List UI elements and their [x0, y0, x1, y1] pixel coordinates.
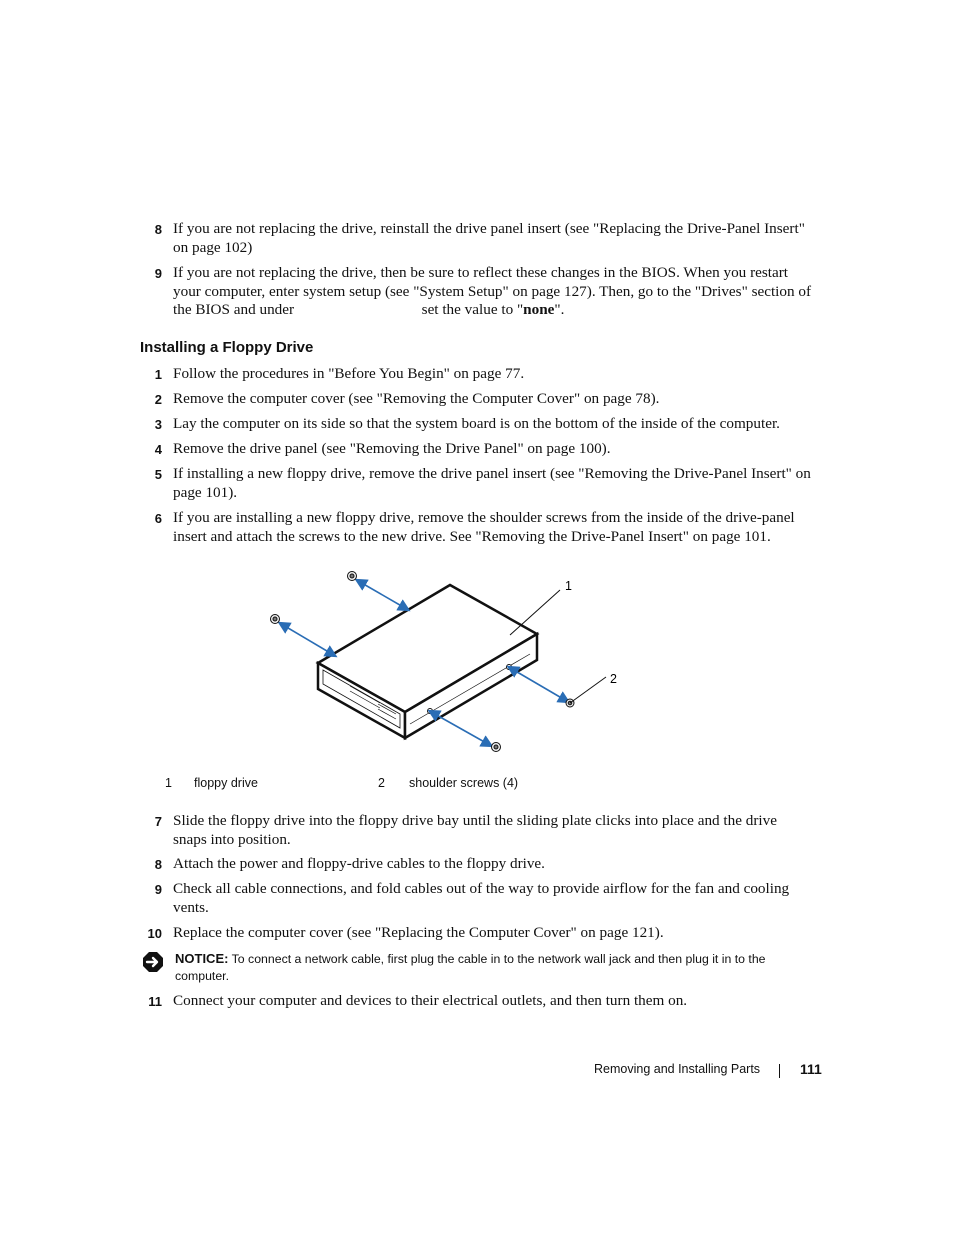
- step-text-part: set the value to ": [417, 301, 524, 318]
- step-8-attach-cables: [140, 855, 820, 874]
- notice-box: [142, 950, 822, 985]
- step-text: [173, 264, 813, 320]
- step-number: 4: [154, 442, 162, 457]
- drive-diagram: [260, 562, 630, 762]
- step-text: Attach the power and floppy-drive cables to the floppy drive.: [173, 855, 545, 872]
- step-7: [140, 812, 820, 849]
- step-text-part: If you are not replacing the drive, then be sure to reflect these changes in the BIOS. When you restart your computer, enter system setup (see "System Setup" on page 127). Then, go to the "Drives" section of the BIOS and under: [173, 264, 812, 318]
- step-number: 8: [154, 222, 162, 237]
- step-6: [140, 509, 820, 546]
- step-1: [140, 365, 820, 384]
- step-11: [140, 992, 820, 1011]
- footer-section-title: Removing and Installing Parts: [594, 1062, 761, 1076]
- step-text: Connect your computer and devices to their electrical outlets, and then turn them on.: [173, 992, 688, 1009]
- step-text: If you are installing a new floppy drive, remove the shoulder screws from the inside of the drive-panel insert and attach the screws to the new drive. See "Removing the Drive-Panel Insert" on page 101.: [173, 509, 795, 545]
- step-number: 9: [154, 882, 162, 897]
- page-footer: [594, 1061, 822, 1077]
- page-number: 111: [800, 1061, 822, 1077]
- legend-num-2: 2: [378, 776, 385, 790]
- legend-num-1: 1: [165, 776, 172, 790]
- step-number: 7: [154, 814, 162, 829]
- notice-body: To connect a network cable, first plug the cable in to the network wall jack and then plug it in to the computer.: [175, 952, 766, 983]
- step-text: Lay the computer on its side so that the system board is on the bottom of the inside of the computer.: [173, 415, 780, 432]
- step-number: 11: [148, 994, 162, 1009]
- legend-label-2: shoulder screws (4): [409, 776, 519, 790]
- section-heading: Installing a Floppy Drive: [140, 339, 314, 356]
- notice-icon: [142, 951, 164, 973]
- step-text-part: ".: [554, 301, 565, 318]
- step-8-reinstall-insert: [140, 220, 820, 257]
- step-9-check-cables: [140, 880, 820, 917]
- notice-label: NOTICE:: [175, 951, 229, 966]
- step-text: Remove the computer cover (see "Removing the Computer Cover" on page 78).: [173, 390, 660, 407]
- step-text: Follow the procedures in "Before You Begin" on page 77.: [173, 365, 525, 382]
- step-text: Slide the floppy drive into the floppy drive bay until the sliding plate clicks into place and the drive snaps into position.: [173, 812, 777, 848]
- step-3: [140, 415, 820, 434]
- step-number: 5: [154, 467, 162, 482]
- footer-divider: [779, 1064, 780, 1078]
- step-2: [140, 390, 820, 409]
- legend-label-1: floppy drive: [194, 776, 258, 790]
- step-9-bios-changes: [140, 264, 820, 320]
- floppy-drive-illustration: [260, 562, 630, 762]
- step-5: [140, 465, 820, 502]
- notice-text: [175, 950, 815, 985]
- step-text: Replace the computer cover (see "Replacing the Computer Cover" on page 121).: [173, 924, 664, 941]
- floppy-drive-shape: [318, 585, 537, 738]
- step-number: 8: [154, 857, 162, 872]
- step-4: [140, 440, 820, 459]
- step-text: Check all cable connections, and fold cables out of the way to provide airflow for the fan and cooling vents.: [173, 880, 790, 916]
- step-10: [140, 924, 820, 943]
- step-number: 1: [154, 367, 162, 382]
- callout-label-1: 1: [565, 579, 572, 593]
- step-number: 10: [147, 926, 162, 941]
- step-text: If installing a new floppy drive, remove the drive panel insert (see "Removing the Drive-Panel Insert" on page 101).: [173, 465, 811, 501]
- callout-label-2: 2: [610, 672, 617, 686]
- step-text: If you are not replacing the drive, reinstall the drive panel insert (see "Replacing the Drive-Panel Insert" on page 102): [173, 220, 805, 256]
- step-number: 2: [154, 392, 162, 407]
- step-text: Remove the drive panel (see "Removing the Drive Panel" on page 100).: [173, 440, 611, 457]
- step-number: 9: [154, 266, 162, 281]
- bold-value: none: [523, 301, 555, 318]
- step-number: 6: [154, 511, 162, 526]
- step-number: 3: [154, 417, 162, 432]
